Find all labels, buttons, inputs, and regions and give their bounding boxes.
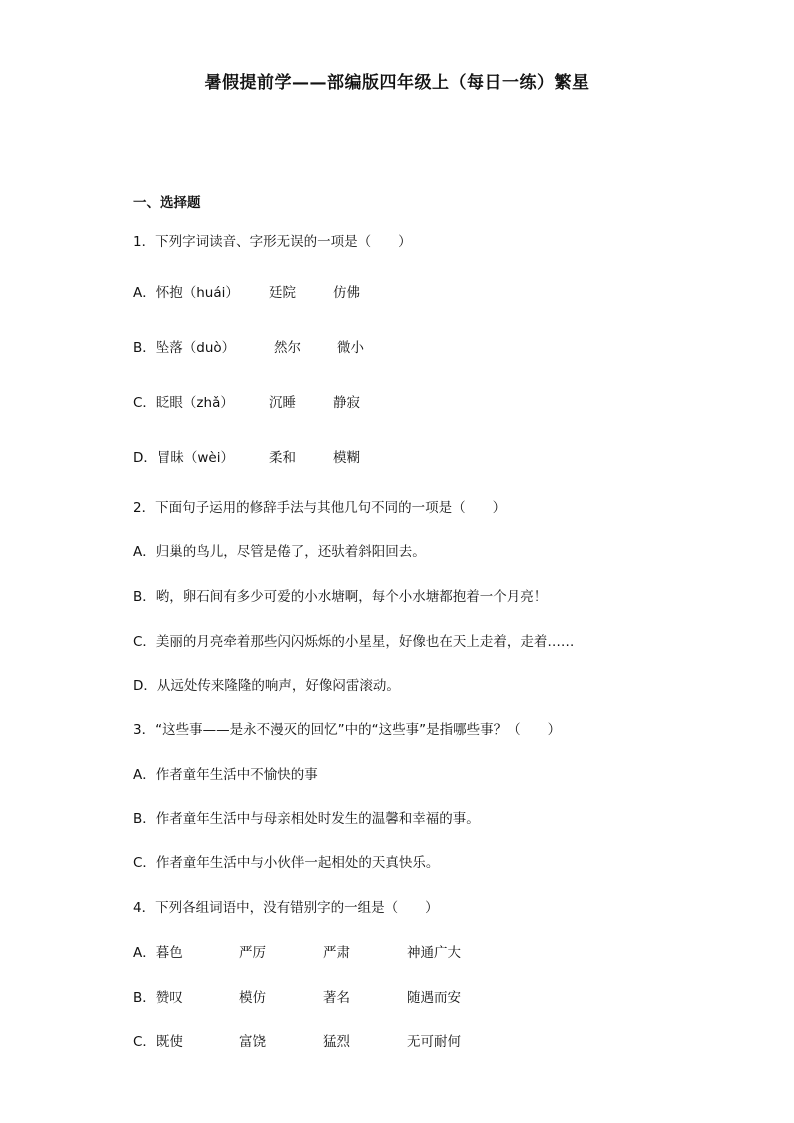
- q4-option-c: [133, 1032, 653, 1052]
- q1-option-b-word3: 微小: [337, 340, 364, 356]
- q4-option-c-word3: 猛烈: [323, 1034, 350, 1050]
- q4-option-b-word3: 著名: [323, 990, 350, 1006]
- q4-option-c-word1: C．既使: [133, 1034, 183, 1050]
- q4-option-b-word1: B．赞叹: [133, 990, 183, 1006]
- q2-option-b: B．哟，卵石间有多少可爱的小水塘啊，每个小水塘都抱着一个月亮！: [133, 589, 548, 605]
- q4-option-b-word2: 模仿: [239, 990, 266, 1006]
- q4-option-b: [133, 988, 653, 1008]
- q4-option-c-word2: 富饶: [239, 1034, 266, 1050]
- q3-option-a: A．作者童年生活中不愉快的事: [133, 767, 318, 783]
- question-1-stem: 1．下列字词读音、字形无误的一项是（ ）: [133, 234, 412, 250]
- q4-option-c-word4: 无可耐何: [407, 1034, 461, 1050]
- q1-option-b-word2: 然尔: [274, 340, 301, 356]
- q4-option-a-word3: 严肃: [323, 945, 350, 961]
- q1-option-a-word1: A．怀抱（huái）: [133, 285, 239, 301]
- document-title: 暑假提前学——部编版四年级上（每日一练）繁星: [204, 73, 590, 93]
- q4-option-a-word1: A．暮色: [133, 945, 183, 961]
- q1-option-b: [133, 338, 653, 358]
- q1-option-c-word3: 静寂: [333, 395, 360, 411]
- section-heading: 一、选择题: [133, 195, 201, 211]
- q1-option-d-word3: 模糊: [333, 450, 360, 466]
- q1-option-a: [133, 283, 653, 303]
- q1-option-c-word2: 沉睡: [269, 395, 296, 411]
- q4-option-a-word2: 严厉: [239, 945, 266, 961]
- q1-option-d: [133, 448, 653, 468]
- question-2-stem: 2．下面句子运用的修辞手法与其他几句不同的一项是（ ）: [133, 500, 507, 516]
- q2-option-c: C．美丽的月亮牵着那些闪闪烁烁的小星星，好像也在天上走着，走着……: [133, 634, 575, 650]
- question-3-stem: 3．“这些事——是永不漫灭的回忆”中的“这些事”是指哪些事？（ ）: [133, 722, 562, 738]
- q2-option-a: A．归巢的鸟儿，尽管是倦了，还驮着斜阳回去。: [133, 544, 426, 560]
- q1-option-d-word1: D．冒昧（wèi）: [133, 450, 234, 466]
- q4-option-a-word4: 神通广大: [407, 945, 461, 961]
- q3-option-b: B．作者童年生活中与母亲相处时发生的温馨和幸福的事。: [133, 811, 480, 827]
- q1-option-d-word2: 柔和: [269, 450, 296, 466]
- question-4-stem: 4．下列各组词语中，没有错别字的一组是（ ）: [133, 900, 439, 916]
- q1-option-c: [133, 393, 653, 413]
- q3-option-c: C．作者童年生活中与小伙伴一起相处的天真快乐。: [133, 855, 440, 871]
- q2-option-d: D．从远处传来隆隆的响声，好像闷雷滚动。: [133, 678, 400, 694]
- q4-option-a: [133, 943, 653, 963]
- q1-option-a-word3: 仿佛: [333, 285, 360, 301]
- q1-option-a-word2: 廷院: [269, 285, 296, 301]
- q1-option-b-word1: B．坠落（duò）: [133, 340, 236, 356]
- q1-option-c-word1: C．眨眼（zhǎ）: [133, 395, 234, 411]
- q4-option-b-word4: 随遇而安: [407, 990, 461, 1006]
